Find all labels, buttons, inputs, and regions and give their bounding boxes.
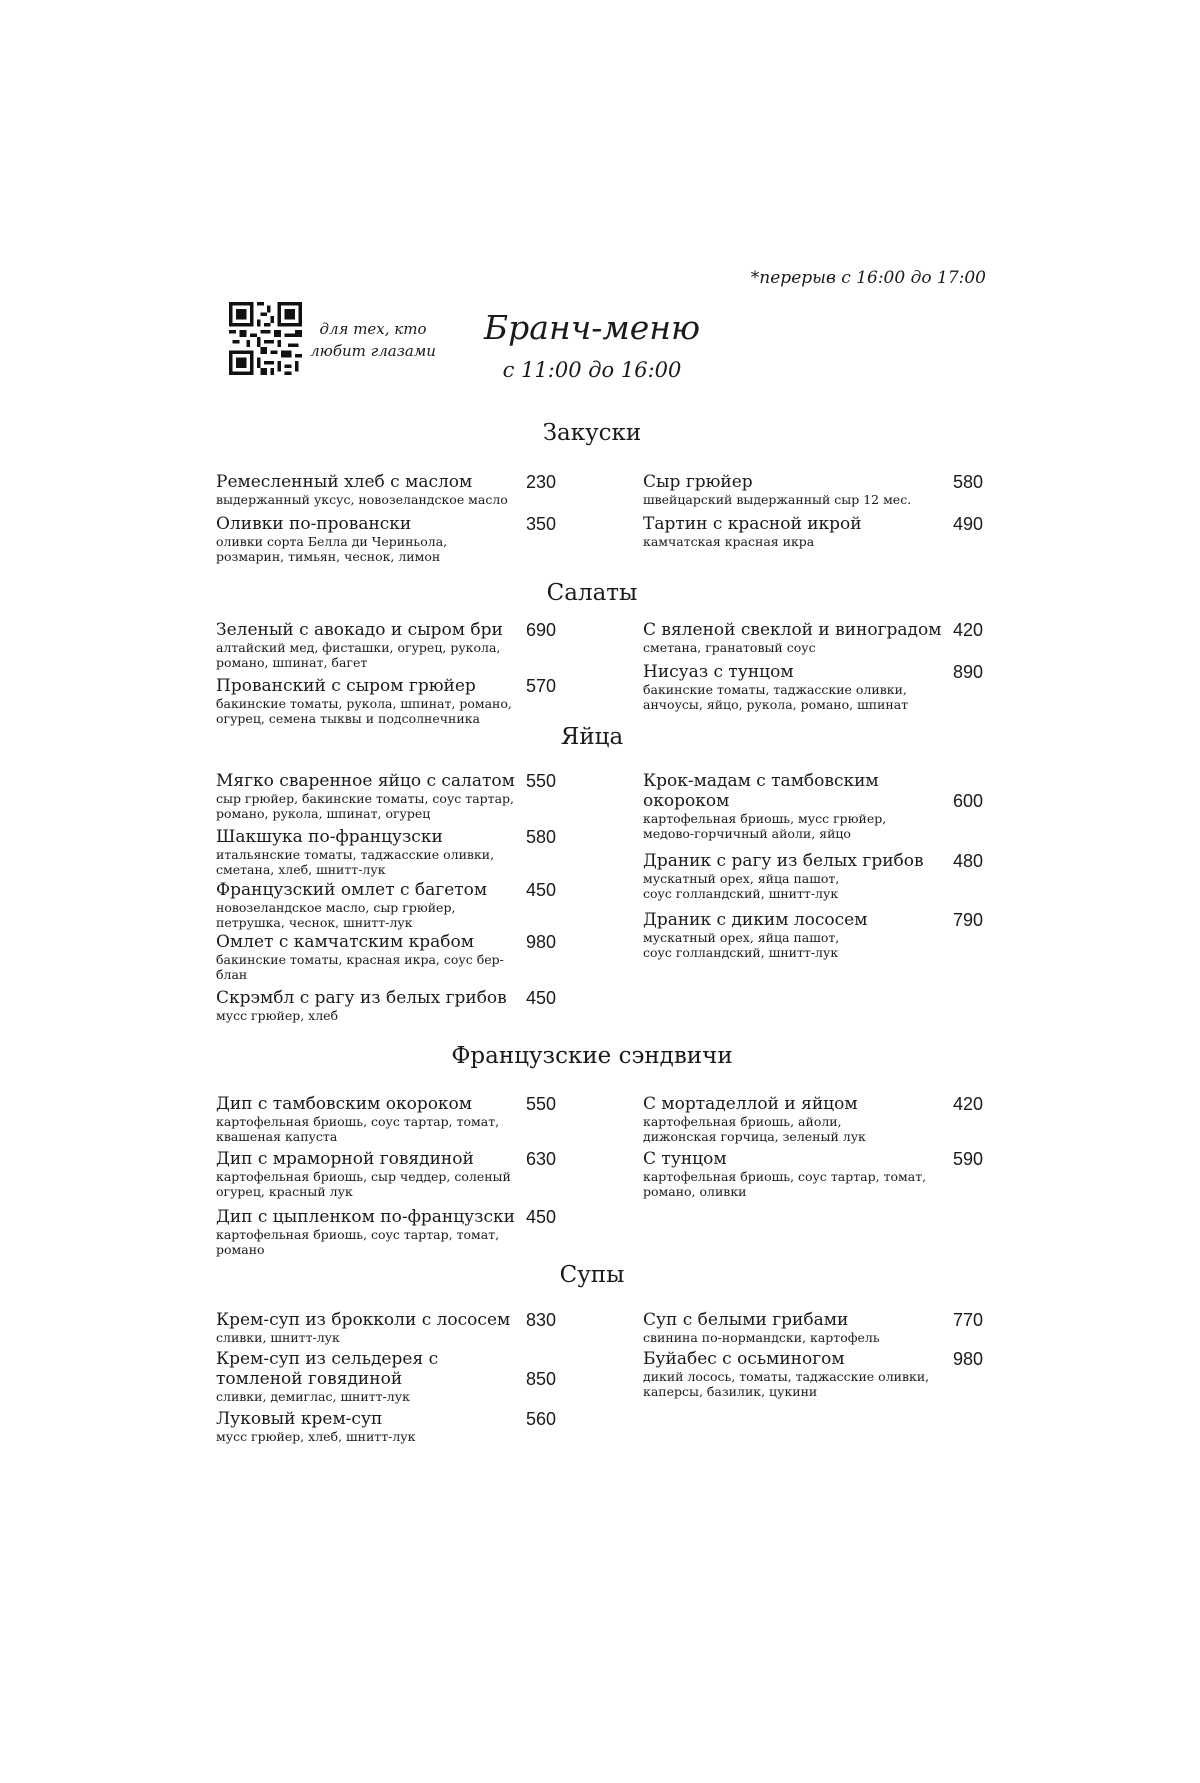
item-name: С вяленой свеклой и виноградом: [643, 620, 942, 640]
item-name: Нисуаз с тунцом: [643, 662, 794, 682]
item-name: Драник с рагу из белых грибов: [643, 851, 924, 871]
item-name: Оливки по-провански: [216, 514, 412, 534]
item-name: Дип с мраморной говядиной: [216, 1149, 474, 1169]
item-name: Драник с диким лососем: [643, 910, 868, 930]
item-price: 450: [526, 880, 557, 900]
item-name: Дип с тамбовским окороком: [216, 1094, 473, 1114]
item-price: 450: [526, 1207, 557, 1227]
item-price: 570: [526, 676, 557, 696]
qr-tagline-line1: для тех, кто: [319, 320, 427, 338]
item-name: С мортаделлой и яйцом: [643, 1094, 858, 1114]
item-name: Сыр грюйер: [643, 472, 753, 492]
menu-item: [216, 988, 646, 1023]
menu-item: [216, 472, 646, 507]
item-description: мусс грюйер, хлеб, шнитт-лук: [216, 1429, 416, 1444]
item-price: 420: [953, 1094, 984, 1114]
item-description: алтайский мед, фисташки, огурец, рукола, романо, шпинат, багет: [216, 640, 501, 670]
item-name: Французский омлет с багетом: [216, 880, 488, 900]
menu-hours: с 11:00 до 16:00: [502, 358, 682, 382]
menu-item: [643, 1149, 1073, 1199]
item-name: Скрэмбл с рагу из белых грибов: [216, 988, 507, 1008]
item-price: 590: [953, 1149, 984, 1169]
item-description: новозеландское масло, сыр грюйер, петрушка, чеснок, шнитт-лук: [216, 900, 456, 930]
item-description: бакинские томаты, таджасские оливки, анчоусы, яйцо, рукола, романо, шпинат: [643, 682, 909, 712]
item-description: мускатный орех, яйца пашот, соус голландский, шнитт-лук: [643, 871, 840, 901]
item-price: 230: [526, 472, 557, 492]
item-name: Дип с цыпленком по-французски: [216, 1207, 515, 1227]
item-name: Тартин с красной икрой: [643, 514, 862, 534]
section-title-snacks: Закуски: [542, 420, 642, 446]
item-description: картофельная бриошь, айоли, дижонская горчица, зеленый лук: [643, 1114, 866, 1144]
menu-item: [643, 851, 1073, 901]
item-price: 420: [953, 620, 984, 640]
section-title-soups: Супы: [559, 1262, 625, 1288]
item-price: 580: [953, 472, 984, 492]
item-description: картофельная бриошь, соус тартар, томат, квашеная капуста: [216, 1114, 500, 1144]
item-price: 850: [526, 1369, 557, 1389]
menu-item: [643, 472, 1073, 507]
menu-item: [643, 662, 1073, 712]
item-description: сметана, гранатовый соус: [643, 640, 816, 655]
item-description: сливки, демиглас, шнитт-лук: [216, 1389, 410, 1404]
item-price: 790: [953, 910, 984, 930]
item-name: Буйабес с осьминогом: [643, 1349, 845, 1369]
section-title-sandwiches: Французские сэндвичи: [451, 1043, 733, 1069]
item-name: Зеленый с авокадо и сыром бри: [216, 620, 503, 640]
item-name: Крем-суп из сельдерея с томленой говядиной: [216, 1349, 439, 1389]
item-price: 490: [953, 514, 984, 534]
item-description: сыр грюйер, бакинские томаты, соус тартар, романо, рукола, шпинат, огурец: [216, 791, 514, 821]
item-price: 830: [526, 1310, 557, 1330]
menu-item: [643, 1310, 1073, 1345]
break-note: *перерыв с 16:00 до 17:00: [750, 268, 986, 288]
menu-item: [216, 1094, 646, 1144]
menu-item: [216, 676, 646, 726]
item-description: картофельная бриошь, соус тартар, томат, романо, оливки: [643, 1169, 927, 1199]
item-price: 550: [526, 1094, 557, 1114]
menu-item: [643, 771, 1073, 841]
item-name: Прованский с сыром грюйер: [216, 676, 476, 696]
item-name: Крок-мадам с тамбовским окороком: [643, 771, 879, 811]
menu-item: [216, 1207, 646, 1257]
item-price: 580: [526, 827, 557, 847]
menu-item: [216, 1310, 646, 1345]
menu-item: [216, 514, 646, 564]
item-name: С тунцом: [643, 1149, 727, 1169]
menu-item: [643, 620, 1073, 655]
menu-item: [643, 514, 1073, 549]
item-price: 690: [526, 620, 557, 640]
section-title-eggs: Яйца: [560, 724, 624, 750]
item-price: 630: [526, 1149, 557, 1169]
menu-item: [216, 932, 646, 982]
item-name: Луковый крем-суп: [216, 1409, 383, 1429]
menu-item: [643, 1349, 1073, 1399]
item-description: картофельная бриошь, мусс грюйер, медово-горчичный айоли, яйцо: [643, 811, 887, 841]
item-description: картофельная бриошь, соус тартар, томат, романо: [216, 1227, 500, 1257]
item-price: 890: [953, 662, 984, 682]
section-title-salads: Салаты: [546, 580, 638, 606]
item-name: Крем-суп из брокколи с лососем: [216, 1310, 511, 1330]
item-description: швейцарский выдержанный сыр 12 мес.: [643, 492, 912, 507]
qr-tagline-line2: любит глазами: [310, 342, 436, 360]
item-price: 350: [526, 514, 557, 534]
item-description: бакинские томаты, рукола, шпинат, романо, огурец, семена тыквы и подсолнечника: [216, 696, 512, 726]
menu-item: [216, 1149, 646, 1199]
menu-item: [216, 1409, 646, 1444]
item-price: 450: [526, 988, 557, 1008]
item-description: итальянские томаты, таджасские оливки, сметана, хлеб, шнитт-лук: [216, 847, 495, 877]
menu-item: [643, 910, 1073, 960]
menu-item: [643, 1094, 1073, 1144]
item-description: картофельная бриошь, сыр чеддер, соленый огурец, красный лук: [216, 1169, 511, 1199]
item-price: 980: [953, 1349, 984, 1369]
item-description: свинина по-нормандски, картофель: [643, 1330, 880, 1345]
item-description: бакинские томаты, красная икра, соус бер-блан: [216, 952, 504, 982]
menu-item: [216, 771, 646, 821]
menu-title: Бранч-меню: [483, 308, 701, 347]
item-price: 480: [953, 851, 984, 871]
item-description: оливки сорта Белла ди Чериньола, розмарин, тимьян, чеснок, лимон: [216, 534, 448, 564]
item-description: сливки, шнитт-лук: [216, 1330, 340, 1345]
item-description: выдержанный уксус, новозеландское масло: [216, 492, 508, 507]
item-price: 550: [526, 771, 557, 791]
menu-item: [216, 620, 646, 670]
item-description: мускатный орех, яйца пашот, соус голландский, шнитт-лук: [643, 930, 840, 960]
item-price: 770: [953, 1310, 984, 1330]
item-name: Шакшука по-французски: [216, 827, 443, 847]
item-price: 980: [526, 932, 557, 952]
item-price: 560: [526, 1409, 557, 1429]
menu-item: [216, 880, 646, 930]
item-description: камчатская красная икра: [643, 534, 815, 549]
item-description: мусс грюйер, хлеб: [216, 1008, 339, 1023]
item-name: Суп с белыми грибами: [643, 1310, 849, 1330]
menu-item: [216, 827, 646, 877]
menu-item: [216, 1349, 646, 1404]
item-name: Мягко сваренное яйцо с салатом: [216, 771, 515, 791]
item-name: Омлет с камчатским крабом: [216, 932, 474, 952]
item-description: дикий лосось, томаты, таджасские оливки, каперсы, базилик, цукини: [643, 1369, 930, 1399]
item-price: 600: [953, 791, 984, 811]
item-name: Ремесленный хлеб с маслом: [216, 472, 473, 492]
